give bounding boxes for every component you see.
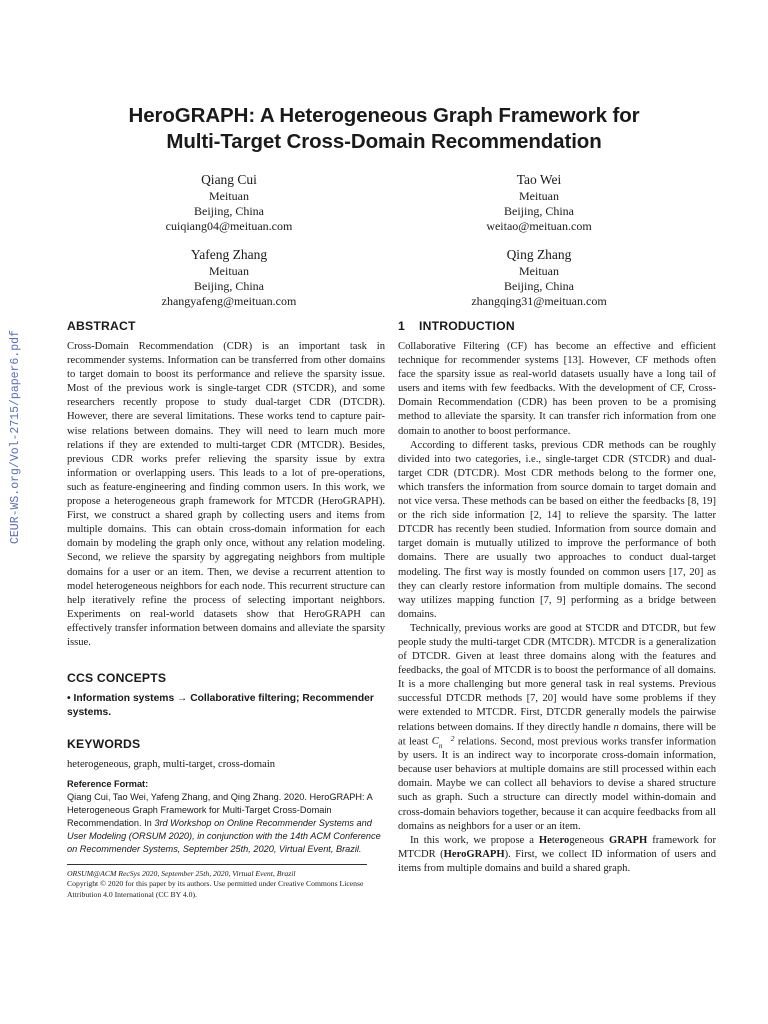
reference-format-text xyxy=(67,791,385,856)
side-url[interactable]: CEUR-WS.org/Vol-2715/paper6.pdf xyxy=(9,330,22,544)
title-line-2: Multi-Target Cross-Domain Recommendation xyxy=(166,130,602,153)
paper-title xyxy=(60,103,708,155)
text-run: framework for MTCDR ( xyxy=(398,834,716,860)
footnote-venue: ORSUM@ACM RecSys 2020, September 25th, 2020, Virtual Event, Brazil xyxy=(67,869,296,879)
abstract-text: Cross-Domain Recommendation (CDR) is an important task in recommender systems. Information can be transferred from other domains to target domain to boost its performance and relieve the sparsity issue. Most of the previous work is single-target CDR (STCDR), and some researchers recently propose to study dual-target CDR (DTCDR). However, there are several limitations. These works tend to capture pair-wise relations between domains. They will need to learn much more relations if they are extended to multi-target CDR (MTCDR). Besides, previous CDR works prefer relieving the sparsity issue by extra information or overlapping users. This leads to a lot of pre-operations, such as feature-engineering and finding common users. In this work, we propose a heterogeneous graph framework for MTCDR (HeroGRAPH). First, we construct a shared graph by collecting users and items from multiple domains. This can obtain cross-domain information for each domain by modeling the graph only once, without any relation modeling. Second, we relieve the sparsity by aggregating neighbors from multiple domains for a user or an item. Then, we devise a recurrent attention to model heterogeneous neighbors for each node. This recurrent structure can help iteratively refine the process of selecting important neighbors. Experiments on real-world datasets show that HeroGRAPH can effectively transfer information between domains and alleviate the sparsity issue. xyxy=(67,341,385,648)
section-number: 1 xyxy=(398,319,405,333)
bold-graph: GRAPH xyxy=(608,834,648,846)
reference-venue: 3rd Workshop on Online Recommender Systems and User Modeling (ORSUM 2020), in conjunction with the 14th ACM Conference on Recommender Systems, September 25th, 2020, Virtual Event, Brazil. xyxy=(67,818,381,855)
reference-authors: Qiang Cui, Tao Wei, Yafeng Zhang, and Qing Zhang. 2020. HeroGRAPH: A Heterogeneous Graph Framework for Multi-Target Cross-Domain Recommendation. In xyxy=(67,792,373,829)
author-name: Qiang Cui xyxy=(201,172,257,187)
math-sub: n xyxy=(438,740,443,750)
left-column xyxy=(67,318,385,900)
footnote-copyright: Copyright © 2020 for this paper by its authors. Use permitted under Creative Commons License Attribution 4.0 International (CC BY 4.0). xyxy=(67,879,364,899)
text-run: ). First, we collect ID information of users and items from multiple domains and build a shared graph. xyxy=(398,848,716,874)
author-block xyxy=(99,246,359,309)
text-run: te xyxy=(551,834,560,846)
bold-herograph: HeroGRAPH xyxy=(443,848,505,860)
text-run: geneous xyxy=(569,834,609,846)
author-affiliation: Meituan xyxy=(209,264,249,278)
bold-ro: ro xyxy=(559,834,570,846)
footnote-rule xyxy=(67,864,367,865)
author-affiliation: Meituan xyxy=(209,189,249,203)
author-location: Beijing, China xyxy=(504,279,574,293)
math-c: C xyxy=(431,736,439,748)
intro-paragraph-3 xyxy=(398,622,716,834)
author-name: Tao Wei xyxy=(516,172,562,187)
text-run: In this work, we propose a xyxy=(410,834,539,846)
section-title: INTRODUCTION xyxy=(419,319,515,333)
keywords-heading: KEYWORDS xyxy=(67,737,141,752)
author-email[interactable]: weitao@meituan.com xyxy=(486,219,592,233)
text-run: relations. Second, most previous works transfer information by users. It is an indirect way to incorporate cross-domain information, because user behaviors at multiple domains are still processed within each domain. Maybe we can collect all behaviors to devise a shared structure such as graph. Such a structure can directly model within-domain and cross-domain behaviors together, because it can acquire feedbacks from all domains as neighbors for a user or an item. xyxy=(398,736,716,832)
footnote xyxy=(67,869,385,900)
text-run: Technically, previous works are good at STCDR and DTCDR, but few people study the multi-target CDR (MTCDR). MTCDR is a generalization of DTCDR. Given at least three domains along with the features and feedbacks, the goal of MTCDR is to boost the performance of all domains. It is a more challenging but more general task in real systems. Previous successful DTCDR methods [7, 20] would have some problems if they were extended to MTCDR. First, DTCDR generally models the pairwise relations between domains. If they directly handle xyxy=(398,622,716,733)
author-email[interactable]: zhangyafeng@meituan.com xyxy=(161,294,297,308)
intro-paragraph-1: Collaborative Filtering (CF) has become an effective and efficient technique for recommender systems [13]. However, CF methods often face the sparsity issue as real-world datasets usually have a long tail of users and items with few feedbacks. With the development of CF, Cross-Domain Recommendation (CDR) has been proven to be a promising method to alleviate the sparsity. It can transfer rich information from one domain to another to boost performance. xyxy=(398,341,716,437)
author-location: Beijing, China xyxy=(194,279,264,293)
author-affiliation: Meituan xyxy=(519,189,559,203)
author-name: Yafeng Zhang xyxy=(190,247,268,262)
title-line-1: HeroGRAPH: A Heterogeneous Graph Framework for xyxy=(128,104,640,127)
math-sup: 2 xyxy=(450,733,455,743)
text-run: domains, there will be at least xyxy=(398,721,716,748)
math-n: n xyxy=(613,721,619,733)
intro-paragraph-2: According to different tasks, previous CDR methods can be roughly divided into two categories, i.e., single-target CDR (STCDR) and dual-target CDR (DTCDR). Most CDR methods belong to the former one, which transfers the information from source domain to target domain and not vice versa. These methods can be based on either the feedbacks [8, 19] or the rich side information [2, 14] to relieve the sparsity. The latter DTCDR has recently been studied. Information from source domain and target domain is mutually utilized to improve the performance of both domains. There are usually two approaches to conduct dual-target modeling. The first way is mostly founded on common users [17, 20] as they can clearly restore information from multiple domains. The second way utilizes mapping function [7, 9] performing as a bridge between domains. xyxy=(398,439,716,620)
math-binomial xyxy=(431,733,455,750)
ccs-heading: CCS CONCEPTS xyxy=(67,671,167,686)
author-location: Beijing, China xyxy=(194,204,264,218)
author-block xyxy=(409,171,669,234)
right-column xyxy=(398,318,716,876)
ccs-text: • Information systems → Collaborative filtering; Recommender systems. xyxy=(67,693,374,719)
author-location: Beijing, China xyxy=(504,204,574,218)
author-name: Qing Zhang xyxy=(506,247,572,262)
author-affiliation: Meituan xyxy=(519,264,559,278)
abstract-heading: ABSTRACT xyxy=(67,319,136,333)
intro-paragraph-4 xyxy=(398,834,716,876)
author-block xyxy=(409,246,669,309)
reference-format-label: Reference Format: xyxy=(67,779,149,790)
intro-heading xyxy=(398,318,716,334)
keywords-text: heterogeneous, graph, multi-target, cross-domain xyxy=(67,759,276,771)
author-email[interactable]: cuiqiang04@meituan.com xyxy=(165,219,293,233)
bold-he: He xyxy=(538,834,552,846)
author-block xyxy=(99,171,359,234)
author-email[interactable]: zhangqing31@meituan.com xyxy=(471,294,607,308)
